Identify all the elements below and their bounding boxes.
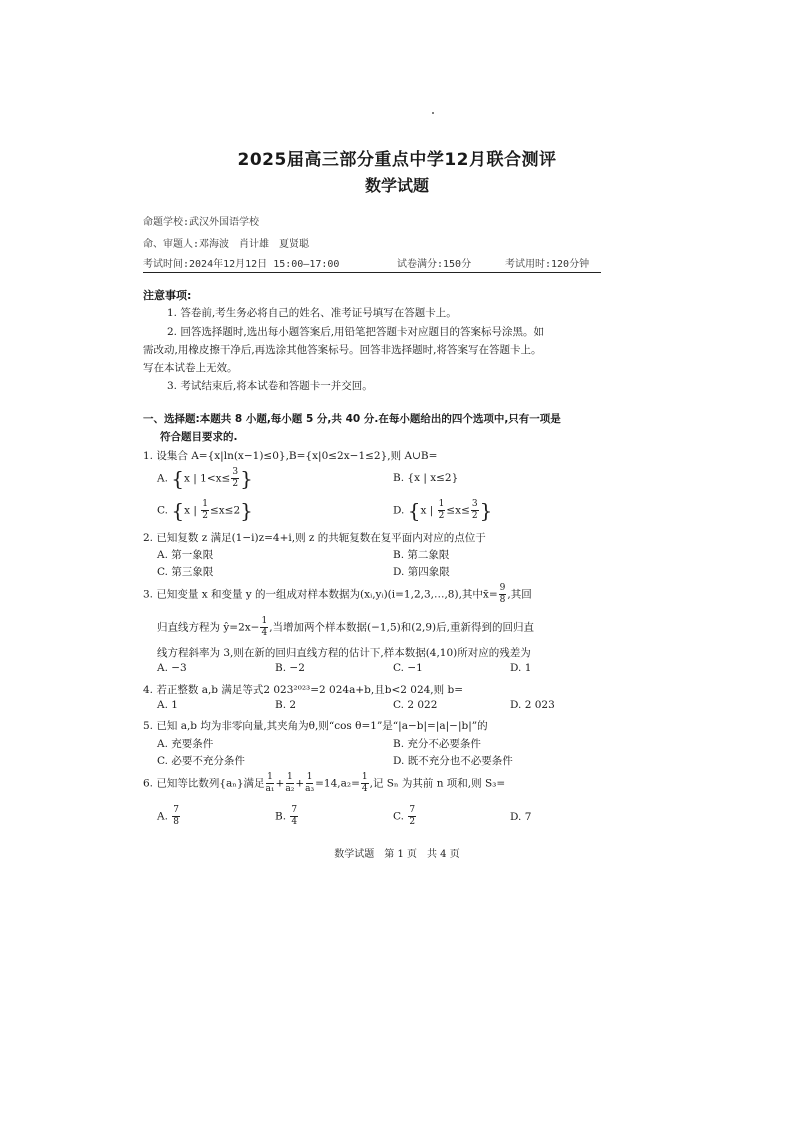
notice-title: 注意事项: (143, 289, 192, 302)
q6-option-c: C. $\frac{7}{2}$ (393, 805, 416, 827)
fraction: $\frac{1}{2}$ (438, 499, 445, 521)
q1-a-label: A. (157, 472, 172, 485)
q4-option-d: D. 2 023 (510, 699, 555, 711)
q1-d-x: x | (420, 504, 437, 517)
q1-stem: 1. 设集合 A={x|ln(x−1)≤0},B={x|0≤2x−1≤2},则 A∪B= (143, 450, 438, 462)
right-brace: } (479, 498, 493, 523)
left-brace: { (171, 498, 185, 523)
left-brace: { (407, 498, 421, 523)
q1-a-expr: x | 1<x≤ (184, 472, 231, 485)
q6-stem-mid: =14,a₂= (315, 777, 360, 790)
fraction: $\frac{7}{8}$ (173, 805, 179, 827)
fraction: $\frac{1}{\text{a₁}}$ (265, 772, 275, 794)
plus-sign: + (275, 777, 285, 790)
fraction: $\frac{7}{4}$ (291, 805, 298, 827)
duration: 考试用时:120分钟 (505, 259, 590, 270)
q3-option-d: D. 1 (510, 662, 532, 674)
notice-item-1: 1. 答卷前,考生务必将自己的姓名、准考证号填写在答题卡上。 (167, 307, 457, 319)
q3-stem-line1 (143, 584, 532, 605)
school-line: 命题学校:武汉外国语学校 (143, 217, 260, 228)
fraction: $\frac{9}{8}$ (499, 583, 506, 605)
q1-option-d (393, 500, 492, 521)
q6-stem-pre: 6. 已知等比数列{aₙ}满足 (143, 777, 265, 790)
fraction: $\frac{7}{2}$ (409, 805, 416, 827)
q2-option-a: A. 第一象限 (157, 549, 214, 561)
fraction: $\frac{3}{2}$ (471, 499, 478, 521)
q3-option-a: A. −3 (157, 662, 187, 674)
full-score: 试卷满分:150分 (397, 259, 472, 270)
notice-item-2-end: 写在本试卷上无效。 (143, 362, 238, 374)
q3-stem-line2 (157, 617, 534, 638)
q4-option-c: C. 2 022 (393, 699, 438, 711)
q1-c-expr: ≤x≤2 (209, 504, 241, 517)
q6-option-b: B. $\frac{7}{4}$ (275, 805, 298, 827)
scan-speck (432, 112, 434, 114)
q5-option-c: C. 必要不充分条件 (157, 755, 245, 767)
fraction: $\frac{3}{2}$ (232, 467, 239, 489)
q1-c-x: x | (184, 504, 201, 517)
right-brace: } (240, 498, 253, 523)
q6-stem-post: ,记 Sₙ 为其前 n 项和,则 S₃= (369, 777, 506, 790)
q3-line2-a: 归直线方程为 ŷ=2x− (157, 621, 260, 634)
notice-item-3: 3. 考试结束后,将本试卷和答题卡一并交回。 (167, 380, 373, 392)
q5-stem: 5. 已知 a,b 均为非零向量,其夹角为θ,则“cos θ=1”是“|a−b|=|a|−|b|”的 (143, 720, 488, 732)
q6-option-d: D. 7 (510, 811, 532, 823)
fraction: $\frac{1}{\text{a₂}}$ (285, 772, 295, 794)
q3-option-b: B. −2 (275, 662, 305, 674)
q4-option-b: B. 2 (275, 699, 297, 711)
q1-d-label: D. (393, 504, 408, 517)
page-footer: 数学试题 第 1 页 共 4 页 (334, 849, 460, 860)
q3-stem-a: 3. 已知变量 x 和变量 y 的一组成对样本数据为(xᵢ,yᵢ)(i=1,2,3,…,8),其中x̄= (143, 588, 498, 601)
q5-option-d: D. 既不充分也不必要条件 (393, 755, 513, 767)
exam-subtitle: 数学试题 (364, 176, 429, 195)
exam-title: 2025届高三部分重点中学12月联合测评 (237, 150, 557, 170)
fraction: $\frac{1}{4}$ (261, 616, 268, 638)
q3-line2-b: ,当增加两个样本数据(−1,5)和(2,9)后,重新得到的回归直 (269, 621, 534, 634)
q5-option-a: A. 充要条件 (157, 738, 214, 750)
q1-option-b: B. {x | x≤2} (393, 472, 459, 484)
q4-stem: 4. 若正整数 a,b 满足等式2 023²⁰²³=2 024a+b,且b<2 024,则 b= (143, 684, 463, 696)
q2-option-d: D. 第四象限 (393, 566, 450, 578)
q6-option-a: A. $\frac{7}{8}$ (157, 805, 179, 827)
q5-option-b: B. 充分不必要条件 (393, 738, 481, 750)
fraction: $\frac{1}{4}$ (361, 772, 368, 794)
section-heading-cont: 符合题目要求的. (160, 431, 238, 443)
plus-sign: + (295, 777, 305, 790)
notice-item-2: 2. 回答选择题时,选出每小题答案后,用铅笔把答题卡对应题目的答案标号涂黑。如 (167, 326, 545, 338)
q1-c-label: C. (157, 504, 172, 517)
section-heading: 一、选择题:本题共 8 小题,每小题 5 分,共 40 分.在每小题给出的四个选项中,只有一项是 (143, 413, 561, 425)
q6-stem (143, 773, 505, 794)
q1-d-expr: ≤x≤ (446, 504, 470, 517)
exam-time: 考试时间:2024年12月12日 15:00—17:00 (143, 259, 340, 270)
q3-option-c: C. −1 (393, 662, 423, 674)
q3-stem-line3: 线方程斜率为 3,则在新的回归直线方程的估计下,样本数据(4,10)所对应的残差为 (157, 647, 531, 659)
fraction: $\frac{1}{\text{a₃}}$ (305, 772, 315, 794)
reviewers-line: 命、审题人:邓海波 肖计雄 夏贤聪 (143, 239, 310, 250)
q4-option-a: A. 1 (157, 699, 178, 711)
notice-item-2-cont: 需改动,用橡皮擦干净后,再选涂其他答案标号。回答非选择题时,将答案写在答题卡上。 (143, 344, 542, 356)
q2-option-b: B. 第二象限 (393, 549, 450, 561)
right-brace: } (240, 466, 253, 491)
q1-option-a (157, 468, 253, 489)
q2-option-c: C. 第三象限 (157, 566, 214, 578)
header-rule (143, 272, 601, 273)
left-brace: { (171, 466, 184, 491)
fraction: $\frac{1}{2}$ (202, 499, 208, 521)
q1-option-c (157, 500, 253, 521)
q3-stem-b: ,其回 (507, 588, 532, 601)
q2-stem: 2. 已知复数 z 满足(1−i)z=4+i,则 z 的共轭复数在复平面内对应的点位于 (143, 532, 486, 544)
